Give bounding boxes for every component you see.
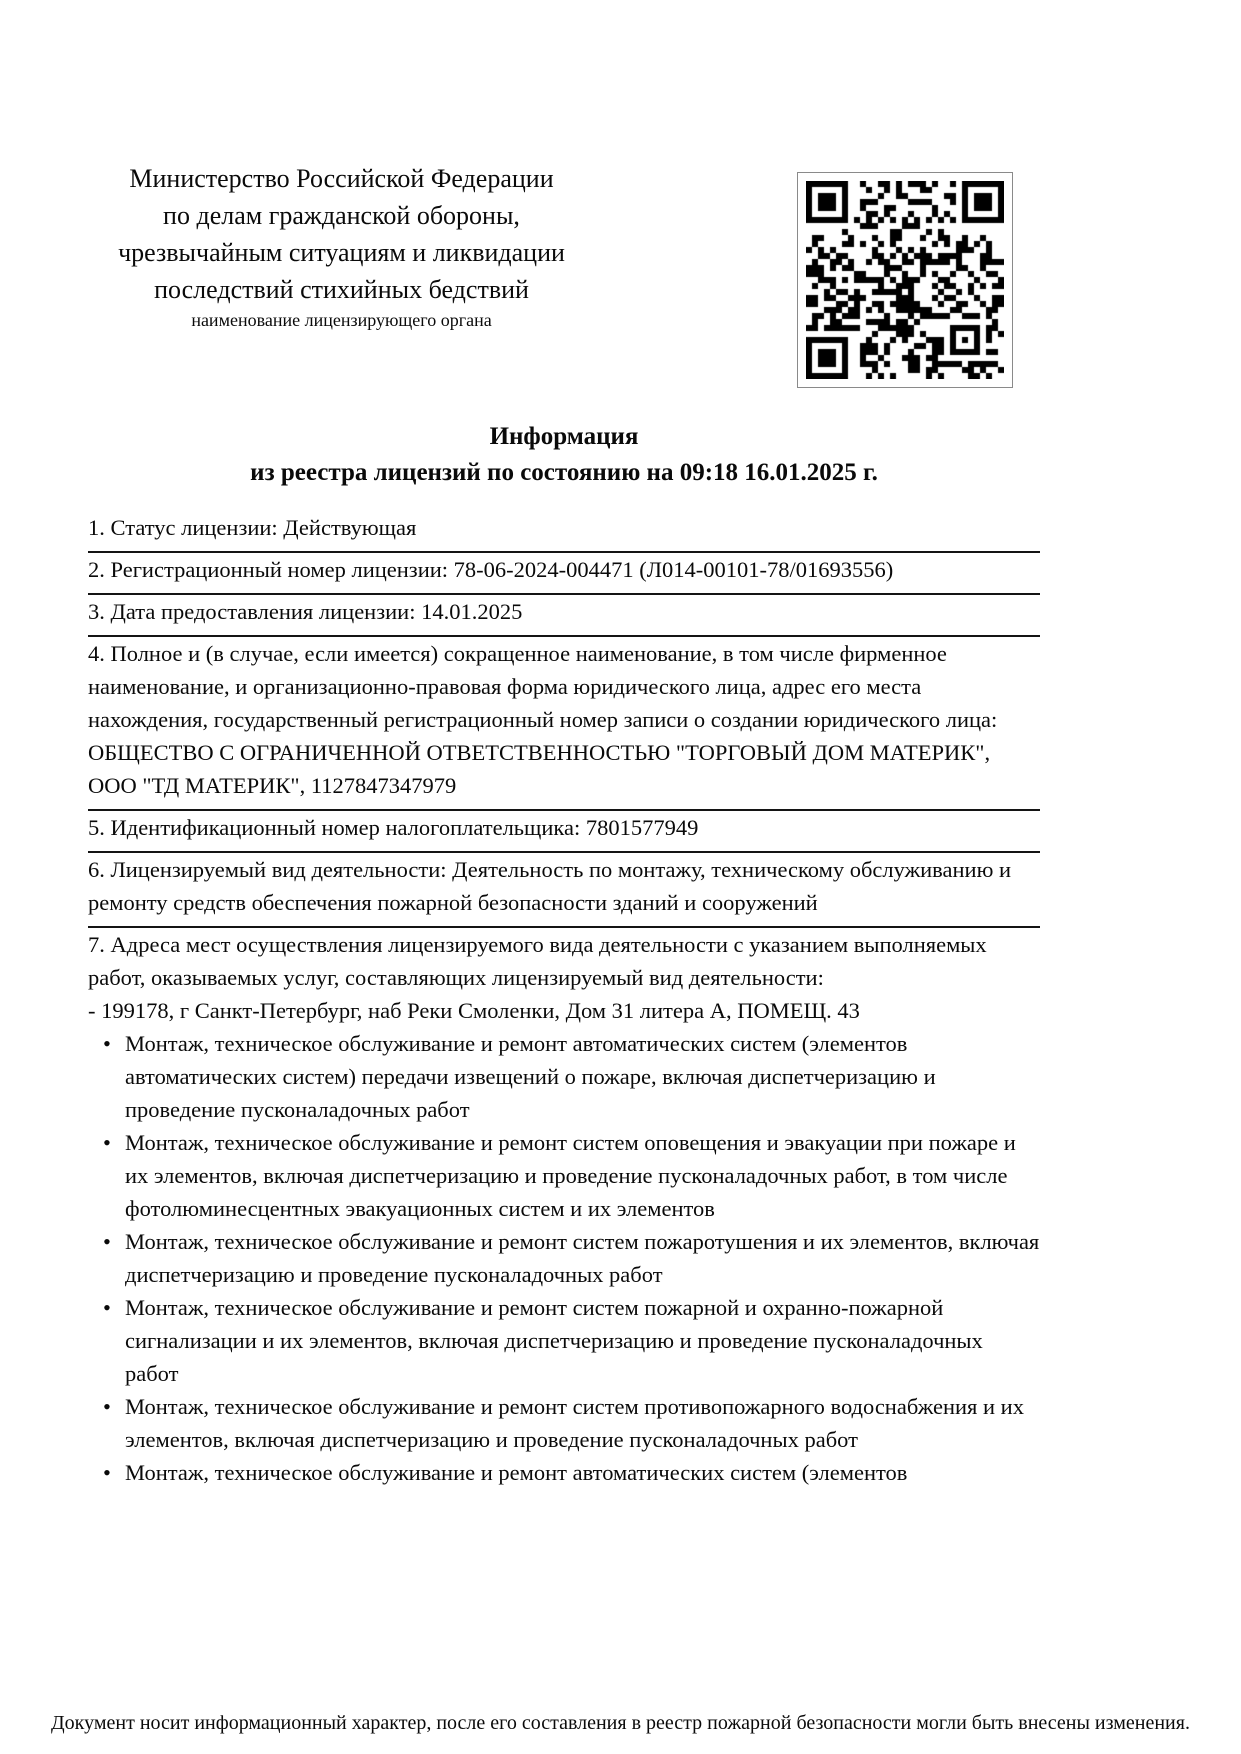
- document-body: [88, 511, 1040, 1489]
- work-type-item: [88, 1126, 1040, 1225]
- field-licensed-activity: 6. Лицензируемый вид деятельности: Деятельность по монтажу, техническому обслуживанию и ремонту средств обеспечения пожарной безопасности зданий и сооружений: [88, 853, 1040, 928]
- work-type-item: [88, 1390, 1040, 1456]
- footer-disclaimer: Документ носит информационный характер, после его составления в реестр пожарной безопасности могли быть внесены изменения.: [51, 1712, 1190, 1734]
- bullet-icon: •: [103, 1460, 111, 1485]
- ministry-line-4: последствий стихийных бедствий: [154, 275, 529, 304]
- bullet-icon: •: [103, 1130, 111, 1155]
- document-title: Информация: [489, 423, 639, 450]
- qr-code-canvas: [806, 181, 1004, 379]
- address-line: - 199178, г Санкт-Петербург, наб Реки Смоленки, Дом 31 литера А, ПОМЕЩ. 43: [88, 998, 860, 1023]
- bullet-icon: •: [103, 1229, 111, 1254]
- field-taxpayer-number: 5. Идентификационный номер налогоплательщика: 7801577949: [88, 811, 1040, 853]
- work-types-list: [88, 1027, 1040, 1489]
- work-type-text: Монтаж, техническое обслуживание и ремонт систем противопожарного водоснабжения и их элементов, включая диспетчеризацию и проведение пусконаладочных работ: [125, 1394, 1024, 1452]
- ministry-line-1: Министерство Российской Федерации: [129, 164, 554, 193]
- field-addresses-intro: 7. Адреса мест осуществления лицензируемого вида деятельности с указанием выполняемых работ, оказываемых услуг, составляющих лицензируемый вид деятельности:: [88, 932, 987, 990]
- work-type-text: Монтаж, техническое обслуживание и ремонт систем пожаротушения и их элементов, включая диспетчеризацию и проведение пусконаладочных работ: [125, 1229, 1040, 1287]
- work-type-item: [88, 1027, 1040, 1126]
- field-registration-number: 2. Регистрационный номер лицензии: 78-06-2024-004471 (Л014-00101-78/01693556): [88, 553, 1040, 595]
- work-type-item: [88, 1456, 1040, 1489]
- ministry-line-2: по делам гражданской обороны,: [163, 201, 520, 230]
- work-type-text: Монтаж, техническое обслуживание и ремонт автоматических систем (элементов автоматических систем) передачи извещений о пожаре, включая диспетчеризацию и проведение пусконаладочных работ: [125, 1031, 936, 1122]
- licensing-authority-block: [84, 160, 599, 331]
- work-type-item: [88, 1225, 1040, 1291]
- document-subtitle: из реестра лицензий по состоянию на 09:18 16.01.2025 г.: [250, 459, 878, 486]
- work-type-item: [88, 1291, 1040, 1390]
- bullet-icon: •: [103, 1394, 111, 1419]
- work-type-text: Монтаж, техническое обслуживание и ремонт автоматических систем (элементов: [125, 1460, 908, 1485]
- field-grant-date: 3. Дата предоставления лицензии: 14.01.2025: [88, 595, 1040, 637]
- field-license-status: 1. Статус лицензии: Действующая: [88, 511, 1040, 553]
- ministry-line-3: чрезвычайным ситуациям и ликвидации: [118, 238, 565, 267]
- work-type-text: Монтаж, техническое обслуживание и ремонт систем пожарной и охранно-пожарной сигнализации и их элементов, включая диспетчеризацию и проведение пусконаладочных работ: [125, 1295, 983, 1386]
- ministry-caption: наименование лицензирующего органа: [191, 310, 492, 330]
- bullet-icon: •: [103, 1295, 111, 1320]
- field-legal-entity-name: 4. Полное и (в случае, если имеется) сокращенное наименование, в том числе фирменное наименование, и организационно-правовая форма юридического лица, адрес его места нахождения, государственный регистрационный номер записи о создании юридического лица: ОБЩЕСТВО С ОГРАНИЧЕННОЙ ОТВЕТСТВЕННОСТЬЮ "ТОРГОВЫЙ ДОМ МАТЕРИК", ООО "ТД МАТЕРИК", 1127847347979: [88, 637, 1040, 811]
- document-title-block: [88, 419, 1040, 491]
- work-type-text: Монтаж, техническое обслуживание и ремонт систем оповещения и эвакуации при пожаре и их элементов, включая диспетчеризацию и проведение пусконаладочных работ, в том числе фотолюминесцентных эвакуационных систем и их элементов: [125, 1130, 1016, 1221]
- qr-code-icon: [797, 172, 1013, 388]
- bullet-icon: •: [103, 1031, 111, 1056]
